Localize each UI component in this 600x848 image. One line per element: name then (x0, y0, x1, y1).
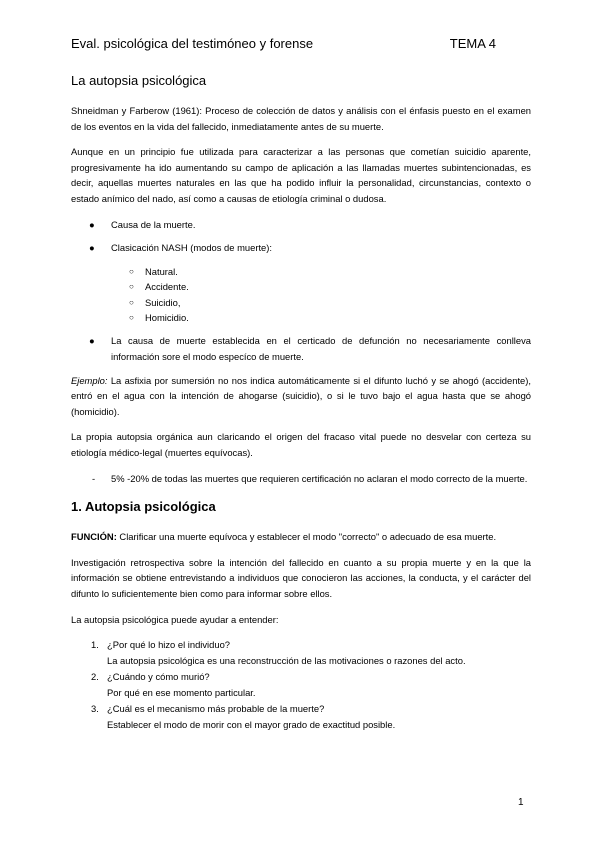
header-title: Eval. psicológica del testimóneo y forense (71, 36, 314, 51)
intro-paragraph-2: Aunque en un principio fue utilizada para caracterizar a las personas que cometían suicidio aparente, progresivamente ha ido aumentando su campo de aplicación a las llamadas muertes subintencionadas, es decir, aquellas muertes naturales en las que ha podido influir la personalidad, circunstancias, contexto o estado anímico del nado, así como a causas de etiología criminal o dudosa. (71, 146, 531, 204)
section-1-heading: 1. Autopsia psicológica (71, 499, 216, 515)
nash-item-text: Suicidio, (145, 296, 181, 308)
question-item (71, 669, 531, 700)
question-number: 3. (91, 703, 99, 715)
question-item (71, 637, 531, 668)
example-text: La asfixia por sumersión no nos indica automáticamente si el difunto luchó y se ahogó (accidente), entró en el agua con la intención de ahogarse (suicidio), o si le tuvo bajo el agua hasta que se ahogó (homicidio). (71, 374, 531, 417)
bullet-icon: ● (89, 242, 95, 254)
funcion-text: Clarificar una muerte equívoca y establecer el modo "correcto" o adecuado de esa muerte. (116, 531, 497, 543)
question-number: 1. (91, 639, 99, 651)
example-paragraph (71, 373, 531, 420)
certificate-bullet-list (71, 333, 531, 364)
question-text: ¿Cuándo y cómo murió? (107, 671, 210, 683)
circle-bullet-icon: ○ (129, 282, 134, 292)
example-label: Ejemplo: (71, 374, 108, 386)
nash-item (71, 264, 531, 279)
question-text: ¿Por qué lo hizo el individuo? (107, 639, 230, 651)
bullet-item-text: Clasicación NASH (modos de muerte): (111, 242, 272, 254)
dash-item-text: 5% -20% de todas las muertes que requieren certificación no aclaran el modo correcto de la muerte. (111, 472, 528, 484)
bullet-icon: ● (89, 218, 95, 230)
circle-bullet-icon: ○ (129, 312, 134, 322)
answer-text: Por qué en ese momento particular. (107, 686, 256, 698)
dash-bullet-icon: - (92, 472, 96, 484)
intro-heading: La autopsia psicológica (71, 73, 207, 88)
circle-bullet-icon: ○ (129, 266, 134, 276)
intro-paragraph-3: La propia autopsia orgánica aun claricando el origen del fracaso vital puede no desvelar con certeza su etiología médico-legal (muertes equívocas). (71, 431, 531, 458)
nash-item (71, 310, 531, 325)
question-number: 2. (91, 671, 99, 683)
dash-list (71, 471, 531, 487)
bullet-icon: ● (89, 335, 95, 347)
intro-bullet-list (71, 217, 531, 256)
dash-item (71, 471, 531, 487)
bullet-item-cause (71, 217, 531, 233)
section-1-paragraph-2: La autopsia psicológica puede ayudar a entender: (71, 613, 279, 625)
nash-item (71, 295, 531, 310)
questions-list (71, 637, 531, 733)
header-topic: TEMA 4 (449, 36, 496, 51)
answer-text: Establecer el modo de morir con el mayor grado de exactitud posible. (107, 719, 396, 731)
nash-item-text: Natural. (145, 265, 178, 277)
answer-text: La autopsia psicológica es una reconstrucción de las motivaciones o razones del acto. (107, 654, 466, 666)
nash-item (71, 279, 531, 294)
section-1-paragraph-1: Investigación retrospectiva sobre la intención del fallecido en cuanto a su propia muerte y en la que la información se obtiene entrevistando a individuos que conocieron las acciones, la conducta, y el carácter del difunto lo suficientemente bien como para informar sobre ellos. (71, 556, 531, 599)
nash-mode-list (71, 264, 531, 326)
nash-item-text: Accidente. (145, 281, 189, 293)
page-content (71, 72, 531, 734)
bullet-item-certificate (71, 333, 531, 364)
question-text: ¿Cuál es el mecanismo más probable de la muerte? (107, 703, 325, 715)
intro-paragraph-1: Shneidman y Farberow (1961): Proceso de colección de datos y análisis con el énfasis puesto en el examen de los eventos en la vida del fallecido, inmediatamente antes de su muerte. (71, 105, 531, 132)
circle-bullet-icon: ○ (129, 297, 134, 307)
funcion-paragraph (71, 529, 531, 545)
question-item (71, 701, 531, 732)
page-header (71, 36, 531, 51)
bullet-item-text: Causa de la muerte. (111, 218, 196, 230)
bullet-item-nash (71, 240, 531, 256)
bullet-item-text: La causa de muerte establecida en el certicado de defunción no necesariamente conlleva información sore el modo especíco de muerte. (111, 335, 531, 362)
nash-item-text: Homicidio. (145, 311, 189, 323)
funcion-label: FUNCIÓN: (71, 531, 117, 543)
page-number: 1 (518, 797, 524, 808)
